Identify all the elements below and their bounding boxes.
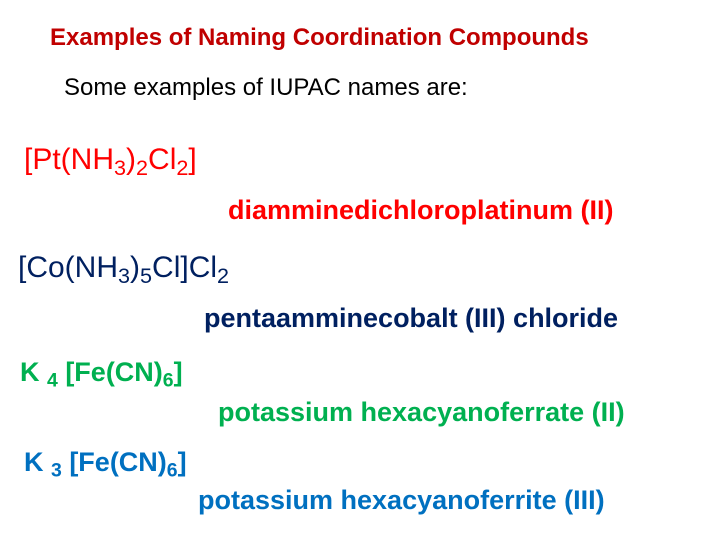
formula-part: [Co(NH bbox=[18, 251, 119, 284]
formula-part: ] bbox=[173, 357, 183, 387]
formula-part: [Fe(CN) bbox=[57, 357, 163, 387]
formula-subscript: 6 bbox=[162, 369, 174, 392]
formula-co-complex bbox=[18, 250, 230, 289]
formula-part: K bbox=[24, 447, 51, 477]
formula-pt-complex bbox=[24, 142, 197, 181]
formula-part: [Fe(CN) bbox=[61, 447, 167, 477]
formula-subscript: 3 bbox=[114, 155, 127, 181]
iupac-name-k3-fe-complex: potassium hexacyanoferrite (III) bbox=[198, 485, 605, 515]
formula-part: Cl]Cl bbox=[152, 251, 218, 284]
iupac-name-co-complex: pentaamminecobalt (III) chloride bbox=[204, 303, 619, 333]
iupac-name-k4-fe-complex: potassium hexacyanoferrate (II) bbox=[218, 397, 625, 427]
formula-subscript: 4 bbox=[47, 369, 58, 392]
formula-subscript: 5 bbox=[140, 263, 153, 289]
intro-text: Some examples of IUPAC names are: bbox=[64, 74, 468, 101]
formula-part: K bbox=[20, 357, 47, 387]
slide-title: Examples of Naming Coordination Compounds bbox=[50, 24, 589, 51]
formula-subscript: 2 bbox=[176, 155, 189, 181]
formula-part: ] bbox=[177, 447, 187, 477]
formula-part: ) bbox=[126, 143, 137, 176]
formula-k3-fe-complex bbox=[24, 444, 187, 480]
formula-subscript: 3 bbox=[118, 263, 131, 289]
formula-part: [Pt(NH bbox=[24, 143, 114, 176]
formula-part: ] bbox=[188, 143, 197, 176]
formula-k4-fe-complex bbox=[20, 354, 183, 390]
formula-subscript: 3 bbox=[51, 459, 62, 482]
formula-subscript: 6 bbox=[166, 459, 178, 482]
formula-part: ) bbox=[130, 251, 141, 284]
formula-part: Cl bbox=[148, 143, 177, 176]
formula-subscript: 2 bbox=[217, 263, 230, 289]
iupac-name-pt-complex: diamminedichloroplatinum (II) bbox=[228, 195, 614, 225]
formula-subscript: 2 bbox=[136, 155, 149, 181]
